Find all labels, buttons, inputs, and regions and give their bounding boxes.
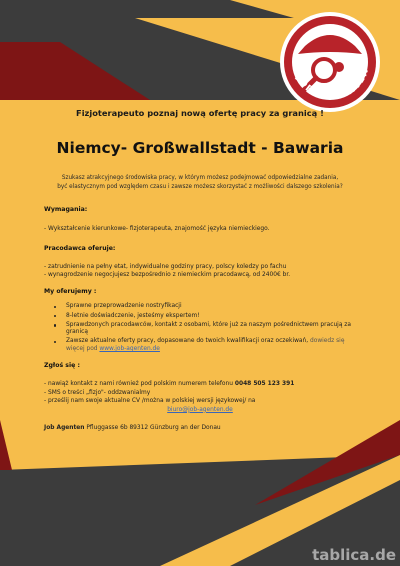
- employer-heading: Pracodawca oferuje:: [44, 244, 116, 252]
- company-address: Pfluggasse 6b 89312 Günzburg an der Donau: [86, 425, 221, 432]
- requirements-section: [44, 206, 356, 233]
- website-link[interactable]: www.job-agenten.de: [99, 345, 160, 352]
- job-offer-content: [44, 108, 356, 433]
- list-item-text: Zawsze aktualne oferty pracy, dopasowane do twoich kwalifikacji oraz oczekiwań,: [66, 338, 309, 345]
- footer-address: [44, 424, 356, 432]
- apply-heading: Zgłoś się :: [44, 362, 80, 370]
- apply-line-text: - nawiąż kontakt z nami również pod polskim numerem telefonu: [44, 381, 234, 388]
- company-name: Job Agenten: [44, 425, 85, 432]
- phone-number[interactable]: 0048 505 123 391: [234, 381, 295, 388]
- apply-phone-line: [44, 380, 356, 388]
- we-offer-section: [44, 288, 356, 353]
- requirements-heading: Wymagania:: [44, 206, 88, 214]
- apply-sms-line: - SMS o treści „fizjo"- oddzwanialmy: [44, 389, 151, 396]
- intro-text: Szukasz atrakcyjnego środowiska pracy, w którym możesz podejmować odpowiedzialne zadania, być elastycznym pod względem czasu i zawsze możesz skorzystać z możliwości dalszego szkolenia?: [57, 175, 343, 190]
- employer-item: - wynagrodzenie negocjujesz bezpośrednio z niemieckim pracodawcą, od 2400€ br.: [44, 272, 291, 278]
- employer-section: [44, 245, 356, 280]
- list-item: 8-letnie doświadczenie, jesteśmy ekspertem!: [66, 313, 356, 321]
- apply-cv-line: - prześlij nam swoje aktualne CV /można w polskiej wersji językowej/ na: [44, 398, 256, 405]
- list-item: Sprawdzonych pracodawców, kontakt z osobami, które już za naszym pośrednictwem pracują za granicą: [66, 322, 356, 337]
- requirements-item: - Wykształcenie kierunkowe- fizjoterapeuta, znajomość języka niemieckiego.: [44, 226, 270, 233]
- more-text: dowiedz się więcej pod: [66, 338, 345, 352]
- email-link[interactable]: biuro@job-agenten.de: [167, 406, 233, 413]
- offer-header: Fizjoterapeuto poznaj nową ofertę pracy za granicą !: [76, 108, 324, 118]
- employer-item: - zatrudnienie na pełny etat, indywidualne godziny pracy, polscy koledzy po fachu: [44, 263, 287, 270]
- offer-title: Niemcy- Großwallstadt - Bawaria: [56, 139, 344, 157]
- email-line: [44, 406, 356, 414]
- apply-section: [44, 362, 356, 414]
- list-item: Sprawne przeprowadzenie nostryfikacji: [66, 303, 356, 311]
- svg-text:JOB - AGENTEN: JOB - AGENTEN: [293, 66, 372, 103]
- list-item: [66, 338, 356, 353]
- we-offer-heading: My oferujemy :: [44, 288, 97, 296]
- we-offer-list: [44, 303, 356, 353]
- watermark: tablica.de: [312, 546, 396, 564]
- logo-text: [280, 12, 380, 112]
